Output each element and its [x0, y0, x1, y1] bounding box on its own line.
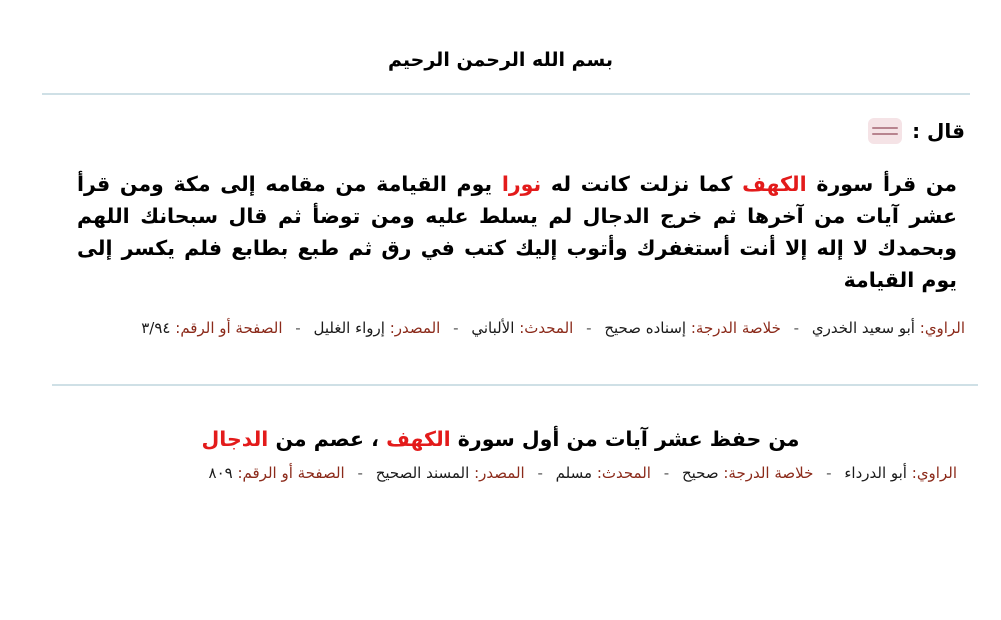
narrator-label: الراوي:	[911, 464, 957, 482]
narrator-value: أبو سعيد الخدري	[811, 319, 915, 337]
narrator-value: أبو الدرداء	[844, 464, 907, 482]
grade-value: إسناده صحيح	[604, 319, 687, 337]
grade-value: صحيح	[681, 464, 719, 482]
source-value: إرواء الغليل	[313, 319, 385, 337]
page-label: الصفحة أو الرقم:	[175, 319, 283, 337]
qal-line	[868, 114, 965, 148]
hadith-1-highlight-kahf: الكهف	[742, 172, 807, 196]
separator: -	[295, 319, 301, 337]
grade-label: خلاصة الدرجة:	[690, 319, 781, 337]
hadith-1-text	[77, 168, 957, 296]
hadith-1-segment: من قرأ سورة	[806, 172, 958, 196]
page-value: ٣/٩٤	[141, 319, 171, 337]
scholar-label: المحدث:	[596, 464, 651, 482]
page-label: الصفحة أو الرقم:	[237, 464, 345, 482]
hadith-1-segment: يوم القيامة من مقامه إلى مكة ومن قرأ عشر آيات من آخرها ثم خرج الدجال لم يسلط عليه ومن توضأ ثم قال سبحانك اللهم وبحمدك لا إله إلا أنت أستغفرك وأتوب إليك كتب في رق ثم طبع بطابع فلم يكسر إلى يوم القيامة	[77, 172, 957, 292]
separator: -	[453, 319, 459, 337]
separator: -	[663, 464, 670, 482]
source-value: المسند الصحيح	[375, 464, 470, 482]
hadith-2-highlight-dajjal: الدجال	[201, 427, 269, 451]
hadith-1-segment: كما نزلت كانت له	[541, 172, 743, 196]
hadith-1-highlight-nur: نورا	[501, 172, 542, 196]
scholar-label: المحدث:	[519, 319, 574, 337]
separator: -	[586, 319, 592, 337]
separator: -	[537, 464, 543, 482]
source-label: المصدر:	[474, 464, 525, 482]
basmala-heading: بسم الله الرحمن الرحيم	[388, 49, 613, 71]
hadith-2-highlight-kahf: الكهف	[386, 427, 451, 451]
separator: -	[826, 464, 832, 482]
hadith-1-metadata	[65, 314, 965, 343]
qal-label: قال :	[912, 119, 965, 143]
hadith-2-metadata	[67, 459, 957, 488]
separator: -	[793, 319, 800, 337]
divider-top	[42, 93, 970, 95]
scholar-value: مسلم	[555, 464, 593, 482]
scholar-value: الألباني	[471, 319, 515, 337]
hadith-2-segment: من حفظ عشر آيات من أول سورة	[450, 427, 800, 451]
divider-middle	[52, 384, 978, 386]
salawat-calligraphy-icon	[868, 118, 902, 144]
hadith-2-segment: ، عصم من	[268, 427, 387, 451]
page-value: ٨٠٩	[208, 464, 233, 482]
source-label: المصدر:	[389, 319, 441, 337]
separator: -	[357, 464, 363, 482]
narrator-label: الراوي:	[919, 319, 965, 337]
hadith-2-text	[0, 422, 1001, 456]
grade-label: خلاصة الدرجة:	[723, 464, 814, 482]
